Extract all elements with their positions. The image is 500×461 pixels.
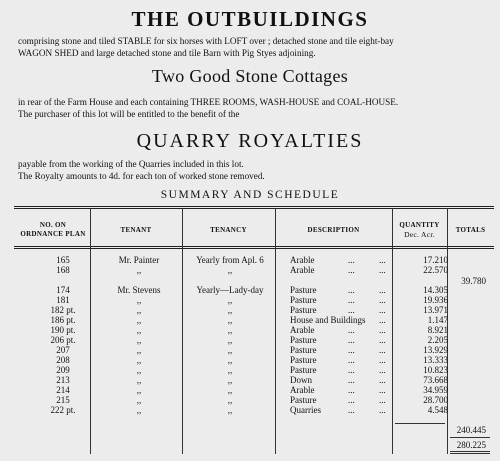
tenancy-term: ,, (227, 305, 233, 315)
tenancy-term: ,, (227, 295, 233, 305)
cottages-line-2: The purchaser of this lot will be entitled to the benefit of the (18, 109, 240, 119)
tenant-name: ,, (136, 325, 142, 335)
leader-dots: ... (348, 385, 355, 395)
ordnance-number: 222 pt. (50, 405, 76, 415)
cottages-line-1: in rear of the Farm House and each containing THREE ROOMS, WASH-HOUSE and COAL-HOUSE. (18, 97, 399, 107)
leader-dots: ... (379, 395, 386, 405)
tenant-name: ,, (136, 295, 142, 305)
table-row (14, 336, 494, 346)
ordnance-number: 213 (56, 375, 70, 385)
leader-dots: ... (348, 325, 355, 335)
quantity-value: 10.823 (423, 365, 448, 375)
tenant-name: Mr. Painter (118, 255, 160, 265)
quantity-value: 19.936 (423, 295, 448, 305)
heading-cottages: Two Good Stone Cottages (151, 66, 349, 86)
leader-dots: ... (379, 315, 386, 325)
ordnance-number: 208 (56, 355, 70, 365)
ordnance-number: 206 pt. (50, 335, 76, 345)
ordnance-number: 168 (56, 265, 70, 275)
leader-dots: ... (348, 335, 355, 345)
leader-dots: ... (348, 355, 355, 365)
ordnance-number: 165 (56, 255, 70, 265)
leader-dots: ... (379, 365, 386, 375)
leader-dots: ... (379, 355, 386, 365)
leader-dots: ... (348, 305, 355, 315)
leader-dots: ... (348, 295, 355, 305)
leader-dots: ... (379, 335, 386, 345)
quarry-paragraph (18, 158, 496, 182)
ordnance-number: 186 pt. (50, 315, 76, 325)
tenant-name: Mr. Stevens (117, 285, 161, 295)
leader-dots: ... (379, 285, 386, 295)
quantity-value: 8.921 (427, 325, 448, 335)
table-row (14, 376, 494, 386)
tenant-name: ,, (136, 305, 142, 315)
quantity-value: 28.700 (423, 395, 448, 405)
leader-dots: ... (379, 305, 386, 315)
quarry-line-2: The Royalty amounts to 4d. for each ton of worked stone removed. (18, 171, 265, 181)
leader-dots: ... (348, 375, 355, 385)
tenancy-term: ,, (227, 405, 233, 415)
cottages-paragraph (18, 96, 496, 120)
ordnance-number: 182 pt. (50, 305, 76, 315)
leader-dots: ... (348, 255, 355, 265)
quantity-value: 17.210 (423, 255, 448, 265)
ordnance-number: 214 (56, 385, 70, 395)
ordnance-number: 190 pt. (50, 325, 76, 335)
leader-dots: ... (379, 385, 386, 395)
tenant-name: ,, (136, 315, 142, 325)
subtotal-2: 240.445 (456, 425, 486, 435)
table-row (14, 406, 494, 416)
grand-total-rule (450, 451, 490, 452)
table-top-rule-inner (14, 208, 494, 209)
header-description: DESCRIPTION (307, 226, 360, 234)
leader-dots: ... (379, 375, 386, 385)
table-row (14, 326, 494, 336)
tenant-name: ,, (136, 395, 142, 405)
table-row (14, 356, 494, 366)
tenancy-term: ,, (227, 345, 233, 355)
quantity-value: 34.959 (423, 385, 448, 395)
quantity-value: 22.570 (423, 265, 448, 275)
leader-dots: ... (348, 365, 355, 375)
header-ordnance (16, 221, 90, 239)
tenancy-term: ,, (227, 315, 233, 325)
ordnance-number: 207 (56, 345, 70, 355)
leader-dots: ... (379, 405, 386, 415)
grand-total: 280.225 (456, 440, 486, 450)
quantity-value: 13.971 (423, 305, 448, 315)
table-row (14, 256, 494, 266)
header-tenant: TENANT (120, 226, 152, 234)
subtotal-1: 39.780 (461, 276, 486, 286)
description: Down (290, 375, 312, 385)
quantity-sum-rule (395, 423, 445, 424)
header-tenancy: TENANCY (210, 226, 247, 234)
table-header-rule-inner (14, 248, 494, 249)
tenancy-term: Yearly from Apl. 6 (196, 255, 264, 265)
leader-dots: ... (379, 265, 386, 275)
tenancy-term: ,, (227, 265, 233, 275)
table-header-rule (14, 246, 494, 247)
tenant-name: ,, (136, 355, 142, 365)
leader-dots: ... (379, 295, 386, 305)
leader-dots: ... (348, 265, 355, 275)
outbuildings-line-1: comprising stone and tiled STABLE for six horses with LOFT over ; detached stone and tile eight-bay (18, 36, 394, 46)
leader-dots: ... (379, 325, 386, 335)
description: Pasture (290, 355, 317, 365)
tenancy-term: ,, (227, 395, 233, 405)
ordnance-number: 215 (56, 395, 70, 405)
header-ordnance-line-2: ORDNANCE PLAN (20, 230, 86, 238)
table-top-rule (14, 206, 494, 207)
heading-summary-schedule: SUMMARY AND SCHEDULE (160, 189, 340, 201)
tenant-name: ,, (136, 375, 142, 385)
tenant-name: ,, (136, 335, 142, 345)
leader-dots: ... (348, 345, 355, 355)
table-row (14, 386, 494, 396)
quantity-value: 73.668 (423, 375, 448, 385)
header-quantity-line-1: QUANTITY (399, 221, 440, 229)
quantity-value: 1.147 (427, 315, 448, 325)
quantity-value: 13.333 (423, 355, 448, 365)
table-row (14, 316, 494, 326)
totals-sum-rule (450, 437, 490, 438)
description: Arable (290, 265, 315, 275)
table-row (14, 306, 494, 316)
table-row (14, 396, 494, 406)
tenancy-term: ,, (227, 365, 233, 375)
tenancy-term: Yearly—Lady-day (196, 285, 264, 295)
table-row (14, 296, 494, 306)
tenant-name: ,, (136, 365, 142, 375)
tenant-name: ,, (136, 345, 142, 355)
header-ordnance-line-1: NO. ON (39, 221, 67, 229)
ordnance-number: 174 (56, 285, 70, 295)
description: Quarries (290, 405, 321, 415)
ordnance-number: 209 (56, 365, 70, 375)
description: Pasture (290, 335, 317, 345)
quantity-value: 4.548 (427, 405, 448, 415)
tenant-name: ,, (136, 265, 142, 275)
description: Pasture (290, 395, 317, 405)
leader-dots: ... (348, 285, 355, 295)
tenancy-term: ,, (227, 385, 233, 395)
heading-quarry-royalties: QUARRY ROYALTIES (136, 130, 364, 152)
table-row (14, 366, 494, 376)
header-quantity (392, 221, 447, 239)
outbuildings-paragraph (18, 35, 496, 59)
description: Arable (290, 385, 315, 395)
tenancy-term: ,, (227, 325, 233, 335)
description: Arable (290, 255, 315, 265)
header-totals: TOTALS (455, 226, 486, 234)
outbuildings-line-2: WAGON SHED and large detached stone and tile Barn with Pig Styes adjoining. (18, 48, 316, 58)
tenancy-term: ,, (227, 355, 233, 365)
leader-dots: ... (348, 395, 355, 405)
description: Arable (290, 325, 315, 335)
tenant-name: ,, (136, 405, 142, 415)
description: Pasture (290, 305, 317, 315)
tenancy-term: ,, (227, 375, 233, 385)
quantity-value: 2.205 (427, 335, 448, 345)
quantity-value: 13.929 (423, 345, 448, 355)
table-row (14, 266, 494, 276)
header-quantity-line-2: Dec. Acr. (404, 230, 435, 239)
table-row (14, 286, 494, 296)
description: Pasture (290, 365, 317, 375)
quarry-line-1: payable from the working of the Quarries included in this lot. (18, 159, 244, 169)
quantity-value: 14.305 (423, 285, 448, 295)
tenancy-term: ,, (227, 335, 233, 345)
leader-dots: ... (379, 345, 386, 355)
grand-total-rule-double (450, 453, 490, 454)
leader-dots: ... (348, 405, 355, 415)
leader-dots: ... (379, 255, 386, 265)
ordnance-number: 181 (56, 295, 70, 305)
description: House and Buildings (290, 315, 366, 325)
description: Pasture (290, 295, 317, 305)
tenant-name: ,, (136, 385, 142, 395)
description: Pasture (290, 285, 317, 295)
table-row (14, 346, 494, 356)
description: Pasture (290, 345, 317, 355)
heading-outbuildings: THE OUTBUILDINGS (131, 7, 369, 31)
